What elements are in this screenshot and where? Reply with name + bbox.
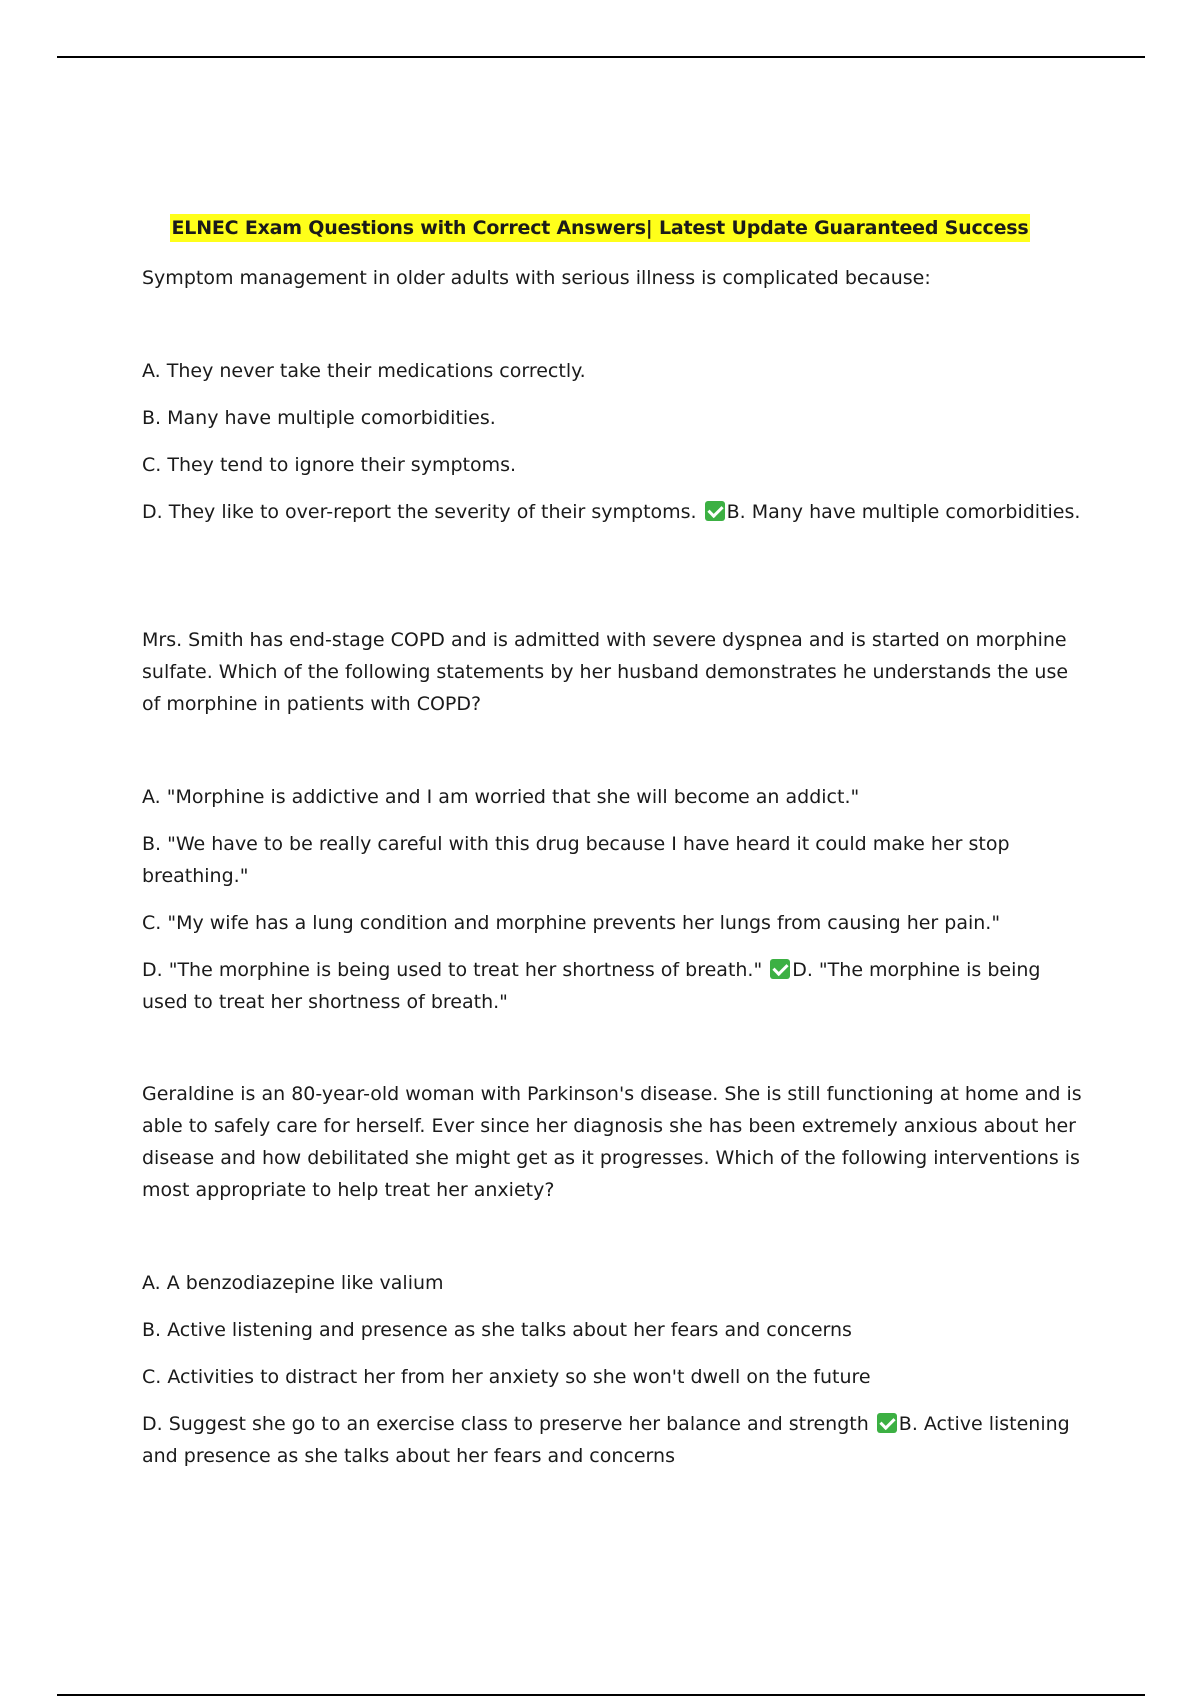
answer-option: B. "We have to be really careful with this drug because I have heard it could make her stop breathing." [142, 833, 1010, 887]
bottom-rule [57, 1694, 1145, 1696]
answer-option: A. A benzodiazepine like valium [142, 1272, 444, 1294]
check-icon [877, 1413, 897, 1433]
correct-answer: B. Active listening and presence as she talks about her fears and concerns [142, 1413, 1070, 1467]
answer-option: C. Activities to distract her from her anxiety so she won't dwell on the future [142, 1366, 871, 1388]
answer-option-with-answer [142, 496, 1082, 528]
document-title: ELNEC Exam Questions with Correct Answers| Latest Update Guaranteed Success [170, 214, 1031, 242]
question-stem: Symptom management in older adults with serious illness is complicated because: [142, 267, 931, 289]
question-3 [142, 1078, 1082, 1487]
question-2 [142, 624, 1082, 1033]
question-1 [142, 262, 1082, 543]
answer-option: C. They tend to ignore their symptoms. [142, 454, 517, 476]
question-stem: Geraldine is an 80-year-old woman with Parkinson's disease. She is still functioning at home and is able to safely care for herself. Ever since her diagnosis she has been extremely anxious about her disease and how debilitated she might get as it progresses. Which of the following interventions is most appropriate to help treat her anxiety? [142, 1083, 1082, 1201]
answer-option: A. They never take their medications correctly. [142, 360, 586, 382]
question-stem: Mrs. Smith has end-stage COPD and is admitted with severe dyspnea and is started on morphine sulfate. Which of the following statements by her husband demonstrates he understands the use of morphine in patients with COPD? [142, 629, 1069, 715]
answer-option: C. "My wife has a lung condition and morphine prevents her lungs from causing her pain." [142, 912, 1001, 934]
check-icon [770, 959, 790, 979]
answer-option-text: D. Suggest she go to an exercise class to preserve her balance and strength [142, 1413, 869, 1435]
answer-option-with-answer [142, 1408, 1082, 1472]
answer-option: A. "Morphine is addictive and I am worried that she will become an addict." [142, 786, 860, 808]
answer-option-text: D. "The morphine is being used to treat her shortness of breath." [142, 959, 763, 981]
correct-answer: B. Many have multiple comorbidities. [726, 501, 1081, 523]
title-wrap [0, 214, 1200, 242]
answer-option: B. Active listening and presence as she talks about her fears and concerns [142, 1319, 852, 1341]
answer-option-with-answer [142, 954, 1082, 1018]
top-rule [57, 56, 1145, 58]
answer-option-text: D. They like to over-report the severity of their symptoms. [142, 501, 697, 523]
correct-answer: D. "The morphine is being used to treat her shortness of breath." [142, 959, 1041, 1013]
answer-option: B. Many have multiple comorbidities. [142, 407, 496, 429]
check-icon [705, 501, 725, 521]
